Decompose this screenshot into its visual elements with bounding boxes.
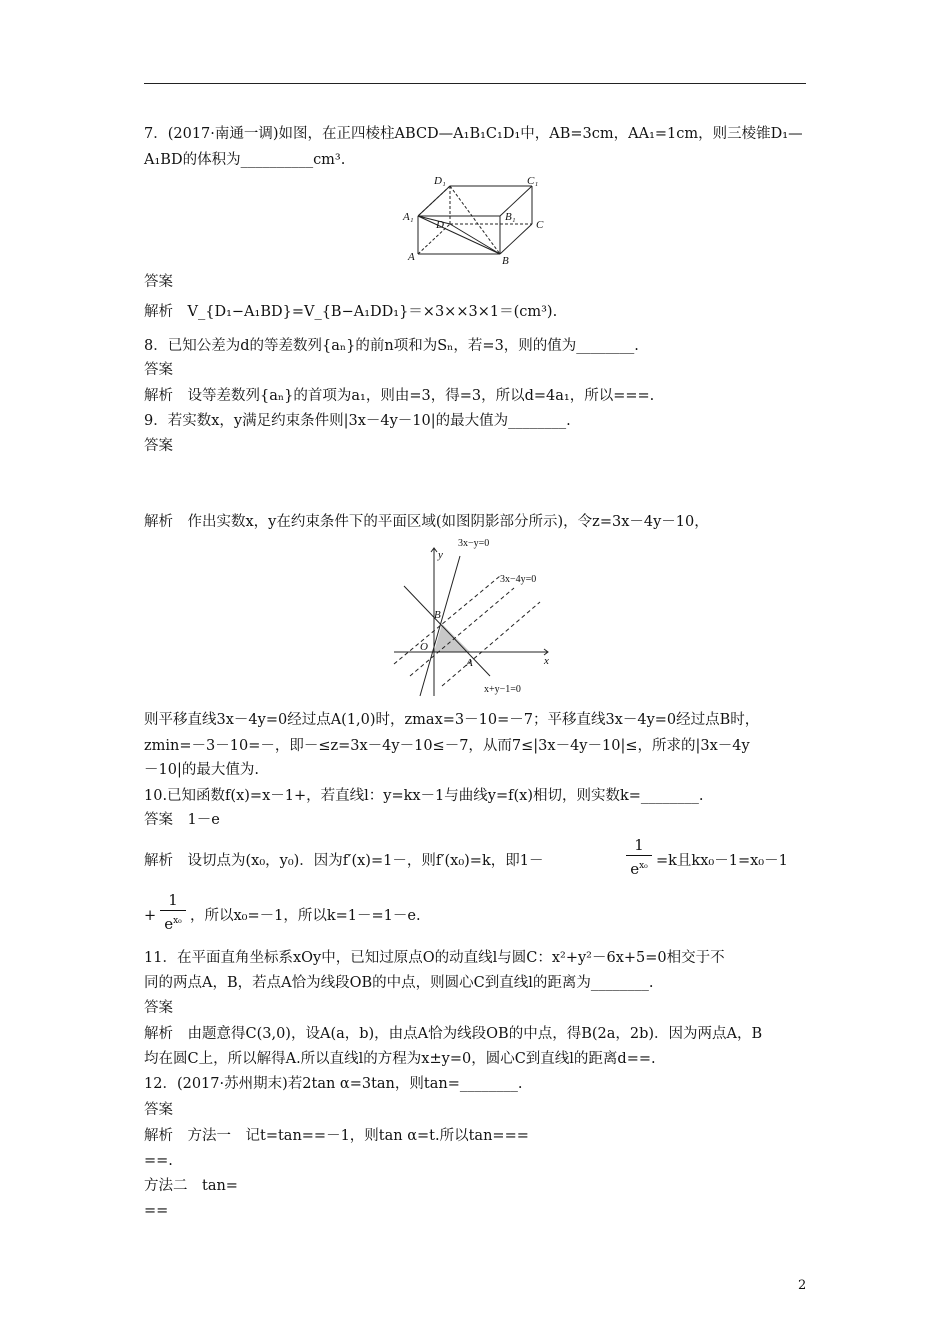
question-7-answer: 答案 — [144, 274, 173, 290]
question-7-explanation: 解析 V_{D₁−A₁BD}=V_{B−A₁DD₁}＝×3××3×1＝(cm³). — [144, 304, 558, 320]
question-11-explanation: 解析 由题意得C(3,0)，设A(a，b)，由点A恰为线段OB的中点，得B(2a，2b)．因为两点A，B — [144, 1026, 763, 1042]
fraction-1-bar — [626, 855, 652, 856]
fraction-1 — [626, 836, 652, 878]
question-9-answer: 答案 — [144, 438, 173, 454]
fraction-2-numerator: 1 — [168, 891, 178, 909]
graph-line-label-2: 3x−4y=0 — [500, 574, 537, 585]
graph-line-label-3: x+y−1=0 — [484, 684, 521, 695]
question-8-line1: 8．已知公差为d的等差数列{aₙ}的前n项和为Sₙ，若=3，则的值为________. — [144, 338, 639, 354]
question-12-answer: 答案 — [144, 1102, 173, 1118]
label-b1: B₁ — [505, 211, 516, 223]
question-9-explanation-line3: zmin=－3－10=－，即－≤z=3x－4y－10≤－7，从而7≤|3x－4y－10|≤，所求的|3x－4y — [144, 738, 750, 754]
question-12-explanation: 解析 方法一 记t=tan==－1，则tan α=t.所以tan=== — [144, 1128, 529, 1144]
question-12-explanation-line3: 方法二 tan= — [144, 1178, 238, 1194]
question-10-explanation-b: =k且kx₀－1=x₀－1 — [656, 853, 788, 869]
fraction-1-denominator: e — [630, 860, 640, 878]
question-9-explanation-line4: －10|的最大值为. — [144, 762, 259, 778]
question-12-explanation-line2: ==. — [144, 1153, 173, 1169]
question-12-line1: 12．(2017·苏州期末)若2tan α=3tan，则tan=________. — [144, 1076, 523, 1092]
question-8-answer: 答案 — [144, 362, 173, 378]
label-c: C — [536, 219, 544, 231]
label-a1: A₁ — [403, 211, 414, 223]
graph-label-a: A — [466, 657, 473, 669]
question-10-answer: 答案 1－e — [144, 812, 220, 828]
label-a: A — [408, 251, 415, 263]
question-10-explanation-line2-b: ，所以x₀=－1，所以k=1－=1－e. — [190, 908, 421, 924]
question-9-explanation-line2: 则平移直线3x－4y=0经过点A(1,0)时，zmax=3－10=－7；平移直线3x－4y=0经过点B时， — [144, 712, 760, 728]
question-12-explanation-line4: == — [144, 1203, 169, 1219]
header-rule — [144, 83, 806, 84]
graph-label-x: x — [544, 655, 549, 667]
label-c1: C₁ — [527, 175, 539, 187]
question-11-answer: 答案 — [144, 1000, 173, 1016]
prism-figure — [400, 172, 550, 268]
question-11-explanation-line2: 均在圆C上，所以解得A.所以直线l的方程为x±y=0，圆心C到直线l的距离d==. — [144, 1051, 656, 1067]
question-7-line2: A₁BD的体积为__________cm³. — [144, 152, 346, 168]
question-11-line1: 11．在平面直角坐标系xOy中，已知过原点O的动直线l与圆C：x²+y²－6x+5=0相交于不 — [144, 950, 725, 966]
label-b: B — [502, 255, 509, 267]
graph-label-y: y — [438, 549, 443, 561]
fraction-2-bar — [160, 910, 186, 911]
question-8-explanation: 解析 设等差数列{aₙ}的首项为a₁，则由=3，得=3，所以d=4a₁，所以===. — [144, 388, 655, 404]
question-9-explanation: 解析 作出实数x，y在约束条件下的平面区域(如图阴影部分所示)，令z=3x－4y－10， — [144, 514, 709, 530]
question-7-line1: 7．(2017·南通一调)如图，在正四棱柱ABCD—A₁B₁C₁D₁中，AB=3cm，AA₁=1cm，则三棱锥D₁— — [144, 126, 803, 142]
question-10-explanation-line2-a: + — [144, 908, 157, 924]
label-d: D — [436, 219, 444, 231]
question-11-line2: 同的两点A，B，若点A恰为线段OB的中点，则圆心C到直线l的距离为________. — [144, 975, 654, 991]
question-9-line1: 9．若实数x，y满足约束条件则|3x－4y－10|的最大值为________. — [144, 413, 571, 429]
graph-label-b: B — [434, 609, 441, 621]
graph-line-label-1: 3x−y=0 — [458, 538, 490, 549]
question-10-explanation-a: 解析 设切点为(x₀，y₀)．因为f′(x)=1－，则f′(x₀)=k，即1－ — [144, 853, 544, 869]
label-d1: D₁ — [434, 175, 446, 187]
graph-label-o: O — [420, 641, 428, 653]
fraction-2 — [160, 891, 186, 933]
page-number: 2 — [798, 1278, 807, 1293]
fraction-2-exponent: x₀ — [173, 916, 182, 926]
region-graph — [390, 536, 560, 700]
fraction-1-exponent: x₀ — [639, 861, 648, 871]
question-10-line1: 10.已知函数f(x)=x－1+，若直线l：y=kx－1与曲线y=f(x)相切，则实数k=________. — [144, 788, 704, 804]
fraction-2-denominator: e — [164, 915, 174, 933]
fraction-1-numerator: 1 — [634, 836, 644, 854]
